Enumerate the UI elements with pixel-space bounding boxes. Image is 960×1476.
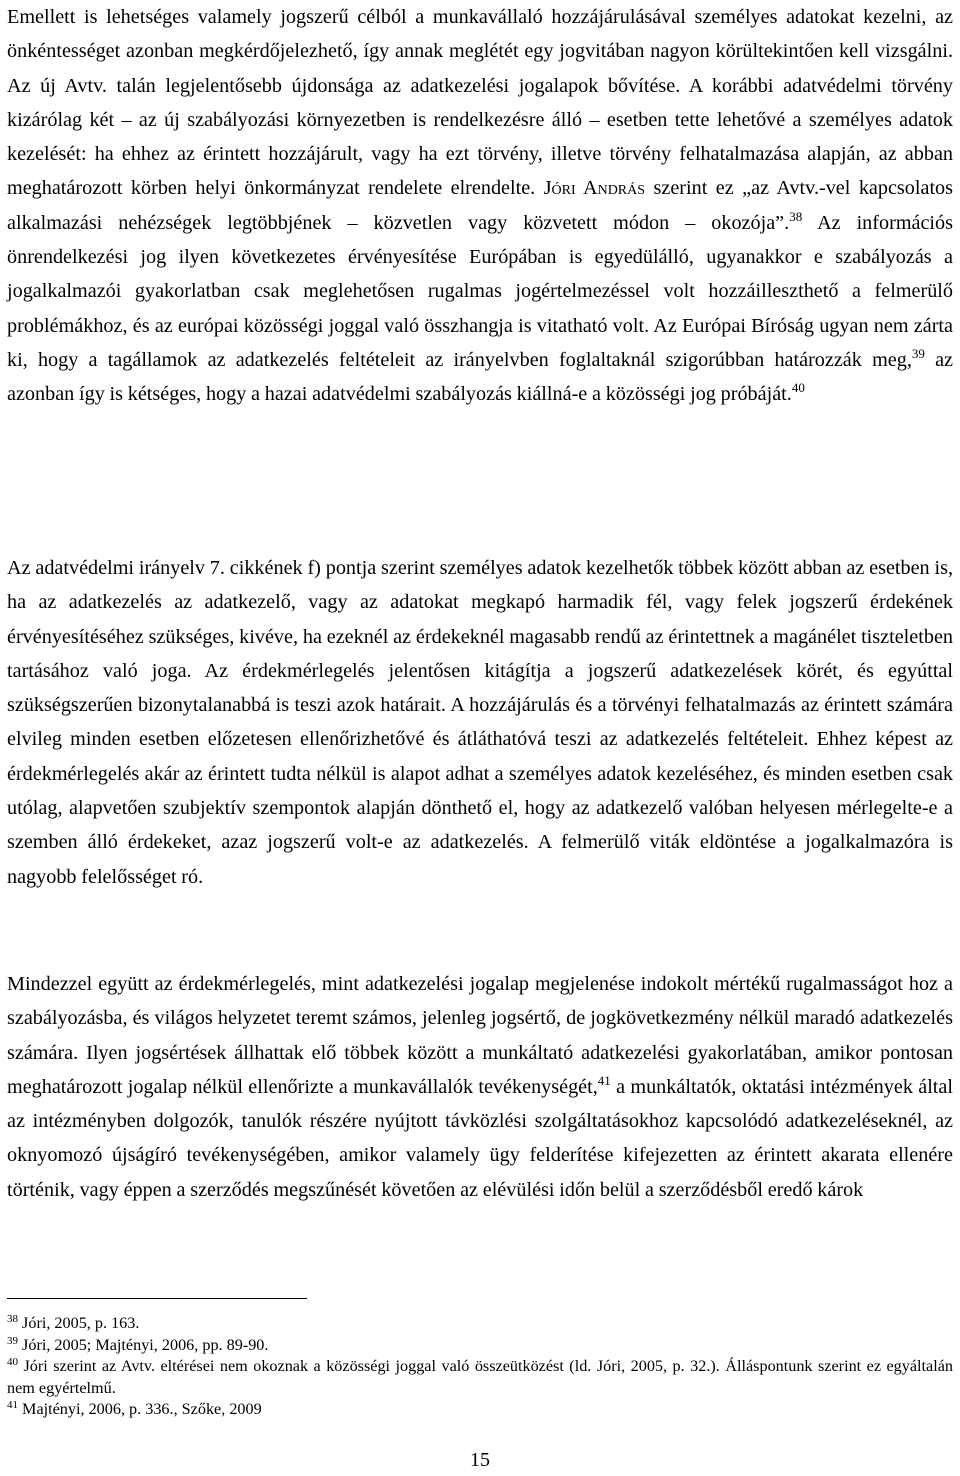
- page-number: 15: [470, 1449, 490, 1471]
- footnote: [7, 1313, 953, 1335]
- paragraph-1-text-b: szerint ez „az Avtv.-vel kapcsolatos alkalmazási nehézségek legtöbbjének – közvetlen vagy közvetett módon – okozója”.: [7, 177, 954, 234]
- author-name: Jóri András: [543, 177, 646, 200]
- footnote: [7, 1335, 953, 1357]
- paragraph-1-text-a: Emellett is lehetséges valamely jogszerű célból a munkavállaló hozzájárulásával személyes adatokat kezelni, az önkéntességet azonban megkérdőjelezhető, így annak meglétét egy jogvitában nagyon körültekintően kell vizsgálni. Az új Avtv. talán legjelentősebb újdonsága az adatkezelési jogalapok bővítése. A korábbi adatvédelmi törvény kizárólag két – az új szabályozási környezetben is rendelkezésre álló – esetben tette lehetővé a személyes adatok kezelését: ha ehhez az érintett hozzájárult, vagy ha ezt törvény, illetve törvény felhatalmazása alapján, az abban meghatározott körben helyi önkormányzat rendelete elrendelte.: [7, 6, 953, 200]
- footnote-text: Jóri, 2005, p. 163.: [22, 1314, 140, 1332]
- footnote-text: Jóri, 2005; Majtényi, 2006, pp. 89-90.: [22, 1335, 269, 1354]
- paragraph-2: Az adatvédelmi irányelv 7. cikkének f) pontja szerint személyes adatok kezelhetők többek között abban az esetben is, ha az adatkezelés az adatkezelő, vagy az adatokat megkapó harmadik fél, vagy felek jogszerű érdekének érvényesítéséhez szükséges, kivéve, ha ezeknél az érdekeknél magasabb rendű az érintettnek a magánélet tiszteletben tartásához való joga. Az érdekmérlegelés jelentősen kitágítja a jogszerű adatkezelések körét, és egyúttal szükségszerűen bizonytalanabbá is teszi azok határait. A hozzájárulás és a törvényi felhatalmazás az érintett számára elvileg minden esetben előzetesen ellenőrizhetővé és átláthatóvá teszi az adatkezelés feltételeit. Ehhez képest az érdekmérlegelés akár az érintett tudta nélkül is alapot adhat a személyes adatok kezeléséhez, és minden esetben csak utólag, alapvetően szubjektív szempontok alapján dönthető el, hogy az adatkezelő valóban helyesen mérlegelte-e a szemben álló érdekeket, azaz jogszerű volt-e az adatkezelés. A felmerülő viták eldöntése a jogalkalmazóra is nagyobb felelősséget ró.: [7, 557, 953, 888]
- footnote: [7, 1356, 953, 1399]
- footnote-number: 41: [7, 1399, 18, 1412]
- paragraph-1-text-c: Az információs önrendelkezési jog ilyen következetes érvényesítése Európában is egyedülálló, ugyanakkor e szabályozás a jogalkalmazói gyakorlatban csak meglehetősen rugalmas jogértelmezéssel volt hozzáilleszthető a felmerülő problémákhoz, és az európai közösségi joggal való összhangja is vitatható volt. Az Európai Bíróság ugyan nem zárta ki, hogy a tagállamok az adatkezelés feltételeit az irányelvben foglaltaknál szigorúbban határozzák meg,: [7, 211, 953, 371]
- paragraph-3: [7, 967, 953, 1207]
- footnotes: [7, 1313, 953, 1421]
- footnote-text: Jóri szerint az Avtv. eltérései nem okoznak a közösségi joggal való összeütközést (ld. Jóri, 2005, p. 32.). Álláspontunk szerint ez egyáltalán nem egyértelmű.: [7, 1357, 953, 1397]
- footnote-number: 40: [7, 1356, 18, 1369]
- footnote-ref-38[interactable]: 38: [789, 208, 803, 224]
- footnote-separator: [7, 1298, 307, 1299]
- footnote-text: Majtényi, 2006, p. 336., Szőke, 2009: [22, 1400, 262, 1419]
- paragraph-3-text-a: Mindezzel együtt az érdekmérlegelés, mint adatkezelési jogalap megjelenése indokolt mértékű rugalmasságot hoz a szabályozásba, és világos helyzetet teremt számos, jelenleg jogsértő, de jogkövetkezmény nélkül maradó adatkezelés számára. Ilyen jogsértések állhattak elő többek között a munkáltató adatkezelési gyakorlatában, amikor pontosan meghatározott jogalap nélkül ellenőrizte a munkavállalók tevékenységét,: [7, 973, 953, 1098]
- footnote-ref-39[interactable]: 39: [911, 345, 925, 361]
- footnote-number: 38: [7, 1313, 18, 1325]
- footnote: [7, 1399, 953, 1421]
- paragraph-1: [7, 0, 953, 412]
- footnote-ref-41[interactable]: 41: [597, 1072, 611, 1088]
- footnote-number: 39: [7, 1334, 18, 1347]
- paragraph-1-text-d: az azonban így is kétséges, hogy a hazai adatvédelmi szabályozás kiállná-e a közösségi jog próbáját.: [7, 348, 953, 406]
- footnote-ref-40[interactable]: 40: [791, 380, 805, 396]
- paragraph-3-text-b: a munkáltatók, oktatási intézmények által az intézményben dolgozók, tanulók részére nyújtott távközlési szolgáltatásokhoz kapcsolódó adatkezeléseknél, az oknyomozó újságíró tevékenységében, amikor valamely ügy felderítése kifejezetten az érintett akarata ellenére történik, vagy éppen a szerződés megszűnését követően az elévülési időn belül a szerződésből eredő károk: [7, 1075, 953, 1201]
